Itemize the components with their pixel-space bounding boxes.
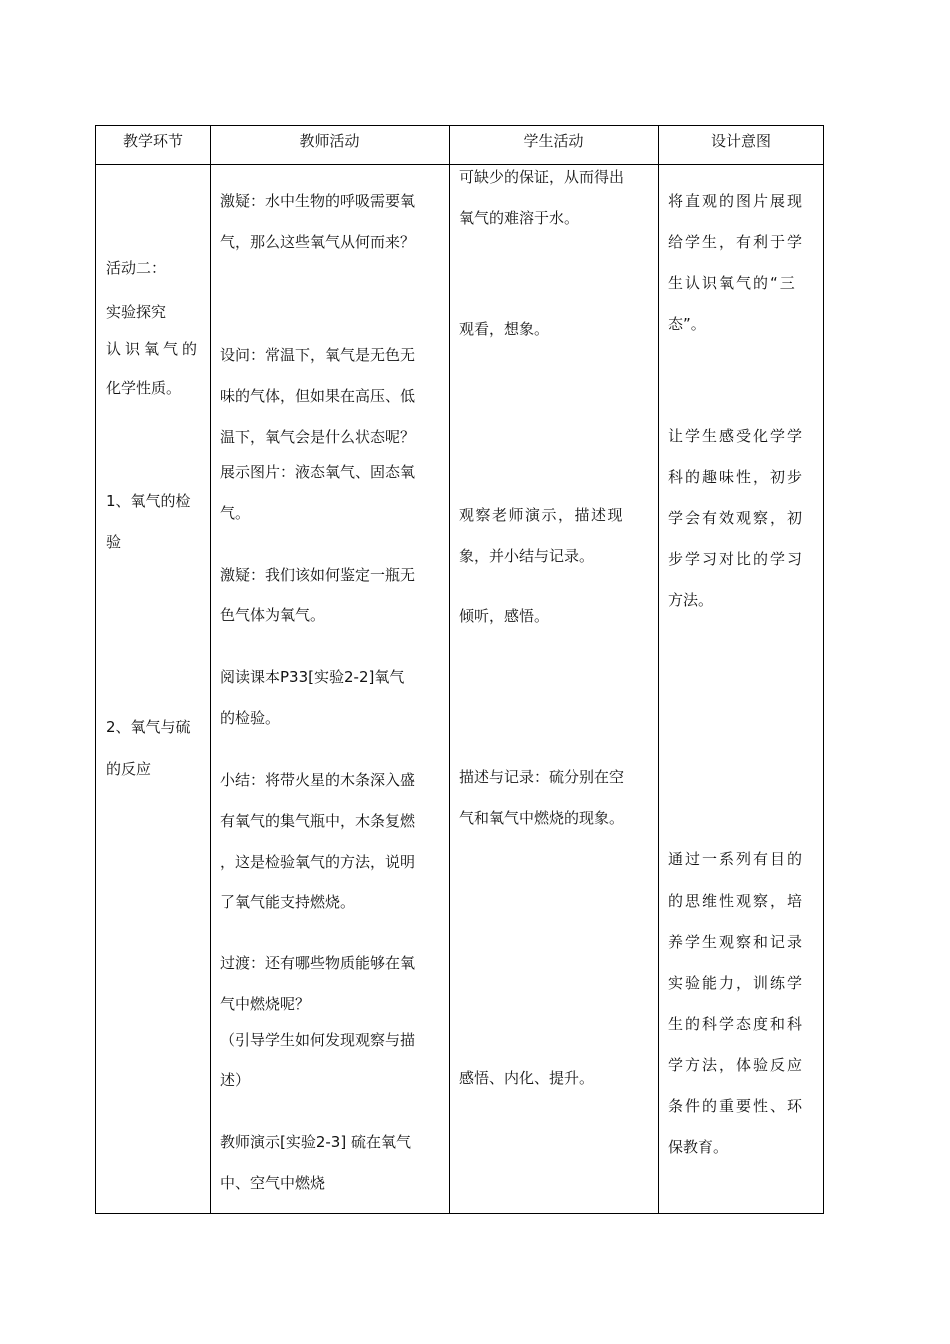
teacher-line: 气中燃烧呢？	[220, 995, 311, 1013]
lesson-table	[95, 125, 824, 1214]
stage-activity-title: 实验探究	[106, 303, 167, 321]
student-line: 可缺少的保证，从而得出	[459, 168, 625, 186]
teacher-line: 激疑：我们该如何鉴定一瓶无	[220, 566, 416, 584]
header-teacher: 教师活动	[299, 132, 360, 150]
stage-item-2-cont: 的反应	[106, 760, 152, 778]
teacher-line: （引导学生如何发现观察与描	[220, 1031, 416, 1049]
header-divider	[96, 164, 823, 165]
design-line: 生的科学态度和科	[668, 1015, 805, 1033]
design-line: 给学生，有利于学	[668, 233, 805, 251]
stage-item-2: 2、氧气与硫	[106, 718, 191, 736]
teacher-line: 色气体为氧气。	[220, 606, 326, 624]
design-line: 步学习对比的学习	[668, 550, 805, 568]
design-line: 生认识氧气的“三	[668, 274, 797, 292]
teacher-line: 展示图片：液态氧气、固态氧	[220, 463, 416, 481]
student-line: 倾听，感悟。	[459, 607, 550, 625]
teacher-line: 设问：常温下，氧气是无色无	[220, 346, 416, 364]
teacher-line: 阅读课本P33[实验2-2]氧气	[220, 668, 405, 686]
student-line: 观看，想象。	[459, 320, 550, 338]
design-line: 态”。	[668, 315, 706, 333]
design-line: 学方法，体验反应	[668, 1056, 805, 1074]
teacher-line: 气，那么这些氧气从何而来？	[220, 233, 416, 251]
teacher-line: 温下，氧气会是什么状态呢？	[220, 428, 416, 446]
teacher-line: 过渡：还有哪些物质能够在氧	[220, 954, 416, 972]
design-line: 将直观的图片展现	[668, 192, 805, 210]
student-line: 感悟、内化、提升。	[459, 1069, 595, 1087]
teacher-line: 的检验。	[220, 709, 281, 727]
student-line: 描述与记录：硫分别在空	[459, 768, 625, 786]
design-line: 实验能力，训练学	[668, 974, 805, 992]
stage-item-1-cont: 验	[106, 533, 122, 551]
teacher-line: 教师演示[实验2-3] 硫在氧气	[220, 1133, 411, 1151]
student-line: 象，并小结与记录。	[459, 547, 595, 565]
design-line: 方法。	[668, 591, 714, 609]
teacher-line: 有氧气的集气瓶中，木条复燃	[220, 812, 416, 830]
design-line: 科的趣味性，初步	[668, 468, 805, 486]
teacher-line: 中、空气中燃烧	[220, 1174, 326, 1192]
stage-topic-line: 认识氧气的	[106, 340, 202, 358]
header-design: 设计意图	[710, 132, 771, 150]
design-line: 让学生感受化学学	[668, 427, 805, 445]
student-line: 氧气的难溶于水。	[459, 209, 580, 227]
teacher-line: 述）	[220, 1071, 251, 1089]
design-line: 的思维性观察，培	[668, 892, 805, 910]
design-line: 条件的重要性、环	[668, 1097, 805, 1115]
teacher-line: 气。	[220, 504, 251, 522]
design-line: 学会有效观察，初	[668, 509, 805, 527]
stage-item-1: 1、氧气的检	[106, 492, 191, 510]
header-stage: 教学环节	[122, 132, 183, 150]
column-divider	[449, 126, 450, 1213]
column-divider	[658, 126, 659, 1213]
stage-activity-label: 活动二：	[106, 259, 167, 277]
teacher-line: 了氧气能支持燃烧。	[220, 893, 356, 911]
teacher-line: 激疑：水中生物的呼吸需要氧	[220, 192, 416, 210]
student-line: 气和氧气中燃烧的现象。	[459, 809, 625, 827]
teacher-line: 味的气体，但如果在高压、低	[220, 387, 416, 405]
stage-topic-line: 化学性质。	[106, 379, 182, 397]
design-line: 保教育。	[668, 1138, 729, 1156]
teacher-line: 小结：将带火星的木条深入盛	[220, 771, 416, 789]
design-line: 通过一系列有目的	[668, 850, 805, 868]
design-line: 养学生观察和记录	[668, 933, 805, 951]
column-divider	[210, 126, 211, 1213]
header-student: 学生活动	[523, 132, 584, 150]
student-line: 观察老师演示，描述现	[459, 506, 625, 524]
teacher-line: ，这是检验氧气的方法，说明	[220, 853, 416, 871]
